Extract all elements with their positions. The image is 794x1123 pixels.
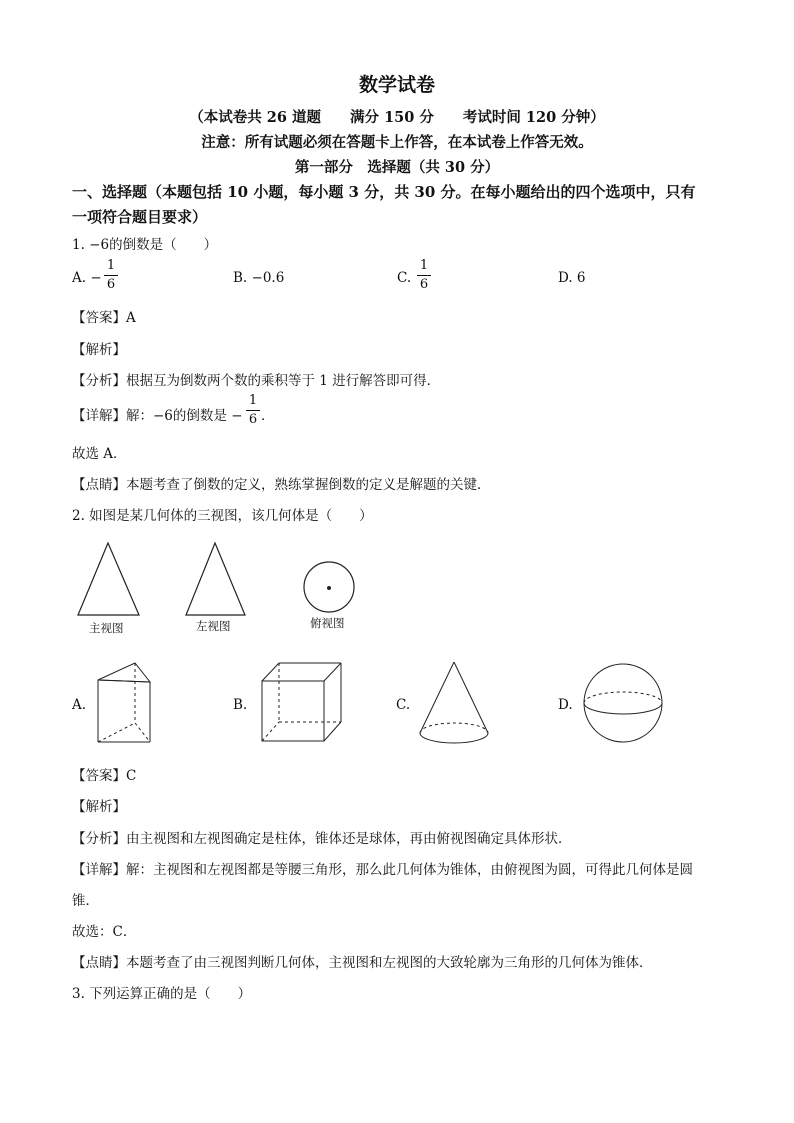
q1-option-a-denominator: 6 — [106, 277, 116, 292]
q2-option-b-label: B. — [233, 697, 248, 713]
q1-option-a-prefix: A. − — [72, 270, 102, 286]
view-label-top: 俯视图 — [310, 616, 345, 630]
q1-xiangjie-suffix: ． — [261, 408, 275, 424]
q2-jiexi: 【解析】 — [72, 799, 126, 815]
q1-jiexi: 【解析】 — [72, 342, 126, 358]
option-d-sphere — [584, 664, 662, 742]
page-title: 数学试卷 — [358, 74, 435, 96]
q1-xiangjie-denominator: 6 — [248, 412, 258, 427]
q2-answer: 【答案】C — [72, 768, 137, 784]
q1-option-b: B. −0.6 — [233, 270, 285, 286]
option-c-cone — [420, 662, 488, 743]
q1-option-c-prefix: C. — [397, 270, 412, 286]
section-heading-line2: 一项符合题目要求） — [72, 208, 208, 226]
q1-option-c-denominator: 6 — [419, 277, 429, 292]
q1-choose: 故选 A． — [72, 446, 127, 462]
view-label-front: 主视图 — [89, 621, 124, 635]
q2-option-a-label: A. — [72, 697, 87, 713]
option-a-prism — [98, 663, 150, 742]
q1-stem: 1. −6的倒数是（ ） — [72, 237, 218, 253]
exam-notice: 注意：所有试题必须在答题卡上作答，在本试卷上作答无效。 — [201, 134, 593, 151]
option-b-cube — [262, 663, 341, 741]
q1-fenxi: 【分析】根据互为倒数两个数的乘积等于 1 进行解答即可得． — [72, 373, 441, 389]
part-heading: 第一部分 选择题（共 30 分） — [294, 159, 500, 176]
q1-option-c-numerator: 1 — [419, 258, 429, 273]
q1-answer: 【答案】A — [72, 310, 136, 326]
exam-info: （本试卷共 26 道题 满分 150 分 考试时间 120 分钟） — [189, 109, 605, 126]
q2-choose: 故选：C． — [72, 924, 137, 940]
q2-stem: 2. 如图是某几何体的三视图，该几何体是（ ） — [72, 508, 373, 524]
section-heading-line1: 一、选择题（本题包括 10 小题，每小题 3 分，共 30 分。在每小题给出的四个选项中，只有 — [72, 183, 696, 201]
q2-fenxi: 【分析】由主视图和左视图确定是柱体，锥体还是球体，再由俯视图确定具体形状． — [72, 831, 572, 847]
q1-option-d: D. 6 — [558, 270, 586, 286]
q2-dianjing: 【点睛】本题考查了由三视图判断几何体，主视图和左视图的大致轮廓为三角形的几何体为锥体． — [72, 955, 653, 971]
q2-option-c-label: C. — [396, 697, 411, 713]
q1-xiangjie-prefix: 【详解】解：−6的倒数是 − — [72, 408, 243, 424]
q2-xiangjie-line2: 锥． — [72, 893, 99, 909]
q2-xiangjie-line1: 【详解】解：主视图和左视图都是等腰三角形，那么此几何体为锥体，由俯视图为圆，可得此几何体是圆 — [72, 862, 693, 878]
q1-option-a-numerator: 1 — [106, 258, 116, 273]
q3-stem: 3. 下列运算正确的是（ ） — [72, 986, 252, 1002]
q1-xiangjie-numerator: 1 — [248, 393, 258, 408]
q1-dianjing: 【点睛】本题考查了倒数的定义，熟练掌握倒数的定义是解题的关键． — [72, 477, 491, 493]
view-label-left: 左视图 — [196, 619, 231, 633]
q2-option-d-label: D. — [558, 697, 573, 713]
